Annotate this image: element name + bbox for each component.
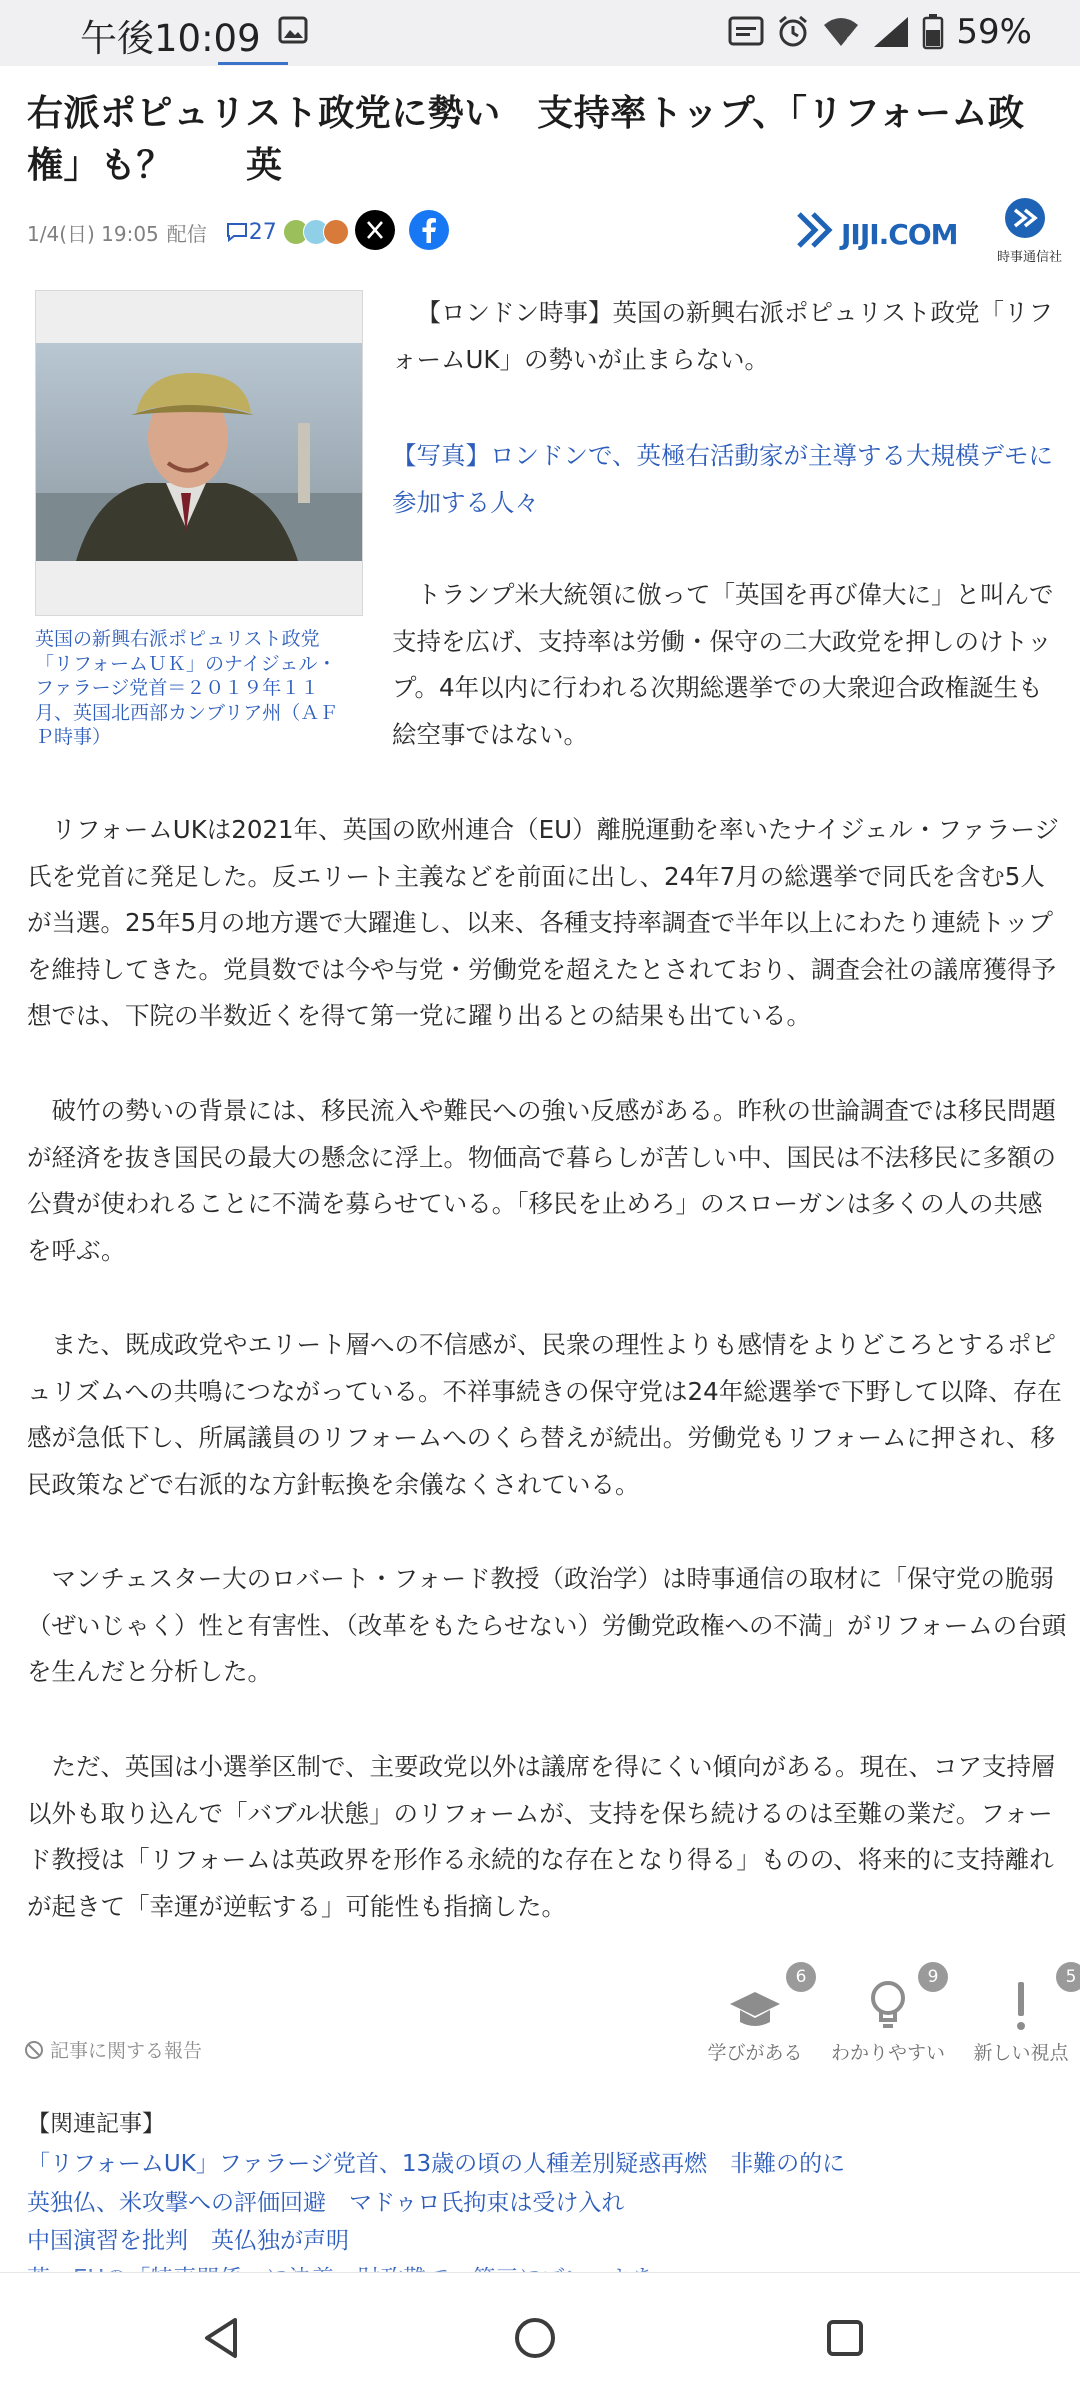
reaction-count: 5	[1056, 1962, 1080, 1992]
graduation-cap-icon	[728, 1988, 782, 2032]
wifi-icon	[822, 15, 860, 49]
share-x-button[interactable]	[355, 210, 395, 250]
reaction-label: わかりやすい	[830, 2042, 945, 2064]
article-paragraph: マンチェスター大のロバート・フォード教授（政治学）は時事通信の取材に「保守党の脆弱（ぜいじゃく）性と有害性、（改革をもたらせない）労働党政権への不満」がリフォームの台頭を生んだと分析した。	[27, 1564, 1067, 1686]
article-meta	[27, 215, 343, 249]
status-indicator-line	[218, 62, 288, 65]
article-photo[interactable]	[35, 290, 363, 616]
photo-gallery-link[interactable]: 【写真】ロンドンで、英極右活動家が主導する大規模デモに参加する人々	[392, 441, 1054, 517]
system-nav-bar	[0, 2272, 1080, 2401]
reaction-new-perspective-button[interactable]	[946, 1967, 1080, 2065]
reaction-learned-button[interactable]	[680, 1967, 830, 2065]
publisher-logo[interactable]	[795, 196, 1070, 266]
related-article-link[interactable]: 中国演習を批判 英仏独が声明	[27, 2228, 349, 2254]
facebook-logo-icon	[418, 217, 440, 243]
article-title: 右派ポピュリスト政党に勢い 支持率トップ、「リフォーム政権」も？ 英	[27, 93, 1025, 186]
publish-date: 1/4(日) 19:05	[27, 221, 159, 246]
auto-hz-icon	[728, 15, 764, 49]
clock: 午後10:09	[80, 17, 261, 60]
battery-icon	[922, 14, 944, 50]
report-article-link[interactable]	[24, 2036, 202, 2063]
home-button[interactable]	[500, 2303, 570, 2373]
delivery-label: 配信	[166, 221, 207, 246]
back-button[interactable]	[186, 2303, 256, 2373]
battery-percent: 59%	[956, 12, 1032, 52]
reaction-emojis	[283, 219, 343, 245]
reaction-label: 学びがある	[707, 2042, 803, 2064]
portrait-photo	[36, 343, 362, 561]
comment-icon	[225, 221, 249, 243]
recents-icon	[825, 2318, 865, 2358]
report-label: 記事に関する報告	[50, 2040, 203, 2062]
home-icon	[513, 2316, 557, 2360]
article-paragraph: リフォームUKは2021年、英国の欧州連合（EU）離脱運動を率いたナイジェル・ファラージ氏を党首に発足した。反エリート主義などを前面に出し、24年7月の総選挙で同氏を含む5人が当選。25年5月の地方選で大躍進し、以来、各種支持率調査で半年以上にわたり連続トップを維持してきた。党員数では今や与党・労働党を超えたとされており、調査会社の議席獲得予想では、下院の半数近くを得て第一党に躍り出るとの結果も出ている。	[27, 815, 1059, 1030]
jiji-mark-icon	[795, 208, 841, 250]
gallery-icon	[278, 16, 308, 44]
article-paragraph: トランプ米大統領に倣って「英国を再び偉大に」と叫んで支持を広げ、支持率は労働・保守の二大政党を押しのけトップ。4年以内に行われる次期総選挙での大衆迎合政権誕生も絵空事ではない。	[392, 580, 1054, 749]
recents-button[interactable]	[810, 2303, 880, 2373]
comment-count: 27	[248, 219, 277, 245]
reaction-label: 新しい視点	[973, 2042, 1069, 2064]
x-logo-icon	[365, 220, 385, 240]
publisher-sub: 時事通信社	[997, 250, 1063, 265]
lightbulb-icon	[868, 1980, 908, 2032]
article-paragraph: また、既成政党やエリート層への不信感が、民衆の理性よりも感情をよりどころとするポピュリズムへの共鳴につながっている。不祥事続きの保守党は24年総選挙で下野して以降、存在感が急低下し、所属議員のリフォームへのくら替えが続出。労働党もリフォームに押され、移民政策などで右派的な方針転換を余儀なくされている。	[27, 1330, 1062, 1499]
comments-link[interactable]	[225, 219, 343, 245]
article-paragraph: ただ、英国は小選挙区制で、主要政党以外は議席を得にくい傾向がある。現在、コア支持層以外も取り込んで「バブル状態」のリフォームが、支持を保ち続けるのは至難の業だ。フォード教授は「リフォームは英政界を形作る永続的な存在となり得る」ものの、将来的に支持離れが起きて「幸運が逆転する」可能性も指摘した。	[27, 1752, 1056, 1921]
signal-icon	[872, 15, 910, 49]
back-icon	[201, 2316, 241, 2360]
emoji-icon	[323, 219, 349, 245]
photo-caption: 英国の新興右派ポピュリスト政党「リフォームＵＫ」のナイジェル・ファラージ党首＝２０１９年１１月、英国北西部カンブリア州（ＡＦＰ時事）	[35, 628, 339, 748]
reaction-count: 9	[918, 1962, 948, 1992]
article-paragraph: 破竹の勢いの背景には、移民流入や難民への強い反感がある。昨秋の世論調査では移民問題が経済を抜き国民の最大の懸念に浮上。物価高で暮らしが苦しい中、国民は不法移民に多額の公費が使われることに不満を募らせている。「移民を止めろ」のスローガンは多くの人の共感を呼ぶ。	[27, 1096, 1056, 1265]
related-articles-heading: 【関連記事】	[27, 2111, 165, 2137]
share-facebook-button[interactable]	[409, 210, 449, 250]
alarm-icon	[776, 15, 810, 49]
jiji-emblem-icon	[1003, 196, 1047, 240]
reaction-count: 6	[786, 1962, 816, 1992]
article-paragraph: 【ロンドン時事】英国の新興右派ポピュリスト政党「リフォームUK」の勢いが止まらない。	[392, 298, 1054, 374]
exclamation-icon	[1013, 1980, 1029, 2032]
status-bar	[0, 0, 1080, 66]
reaction-clear-button[interactable]	[813, 1967, 963, 2065]
related-article-link[interactable]: 「リフォームUK」ファラージ党首、13歳の頃の人種差別疑惑再燃 非難の的に	[27, 2151, 846, 2177]
publisher-logo-text: JIJI.COM	[841, 218, 958, 251]
related-article-link[interactable]: 英独仏、米攻撃への評価回避 マドゥロ氏拘束は受け入れ	[27, 2190, 625, 2216]
prohibit-icon	[24, 2040, 44, 2060]
